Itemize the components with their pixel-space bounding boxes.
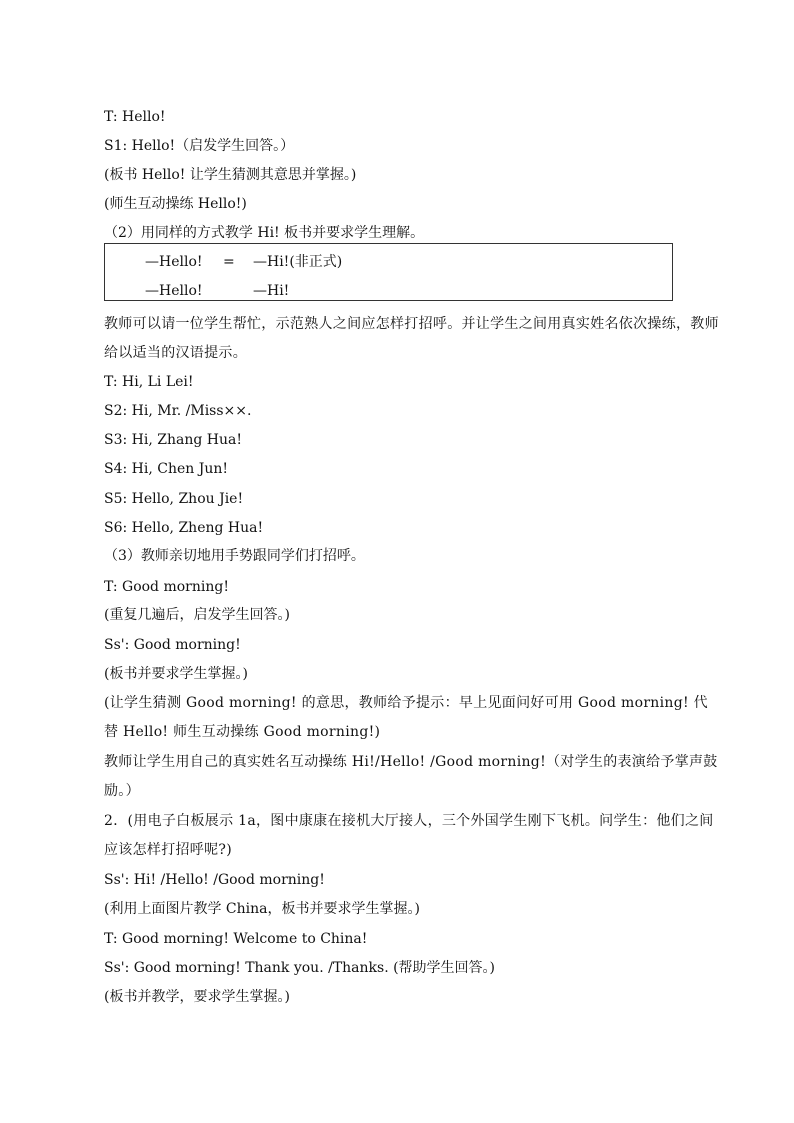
step-heading: （2）用同样的方式教学 Hi! 板书并要求学生理解。 bbox=[104, 225, 425, 241]
dialog-line: S4: Hi, Chen Jun! bbox=[104, 461, 229, 477]
dialog-line: T: Good morning! bbox=[104, 579, 229, 595]
dialog-line: T: Good morning! Welcome to China! bbox=[104, 931, 368, 947]
paragraph: (让学生猜测 Good morning! 的意思，教师给予提示：早上见面问好可用 Good morning! 代替 Hello! 师生互动操练 Good morning!) bbox=[104, 695, 708, 740]
paragraph: 2．(用电子白板展示 1a，图中康康在接机大厅接人，三个外国学生刚下飞机。问学生：他们之间应该怎样打招呼呢?) bbox=[104, 813, 714, 858]
dialog-line: Ss': Hi! /Hello! /Good morning! bbox=[104, 872, 325, 888]
table-cell: —Hi! bbox=[253, 283, 290, 299]
dialog-line: T: Hello! bbox=[104, 109, 166, 125]
paragraph: 教师让学生用自己的真实姓名互动操练 Hi!/Hello! /Good morning!（对学生的表演给予掌声鼓励。） bbox=[104, 754, 718, 799]
paragraph: 教师可以请一位学生帮忙，示范熟人之间应怎样打招呼。并让学生之间用真实姓名依次操练，教师给以适当的汉语提示。 bbox=[104, 316, 719, 361]
dialog-line: S5: Hello, Zhou Jie! bbox=[104, 491, 244, 507]
dialog-line: Ss': Good morning! Thank you. /Thanks. (帮助学生回答。) bbox=[104, 960, 496, 976]
dialog-line: Ss': Good morning! bbox=[104, 637, 241, 653]
note-line: (板书并要求学生掌握。) bbox=[104, 666, 248, 682]
dialog-line: S2: Hi, Mr. /Miss××. bbox=[104, 403, 252, 419]
dialog-line: S6: Hello, Zheng Hua! bbox=[104, 520, 264, 536]
table-cell: = bbox=[223, 254, 235, 270]
note-line: (利用上面图片教学 China，板书并要求学生掌握。) bbox=[104, 901, 420, 917]
note-line: (师生互动操练 Hello!) bbox=[104, 196, 247, 212]
table-cell: —Hello! bbox=[145, 254, 203, 270]
step-heading: （3）教师亲切地用手势跟同学们打招呼。 bbox=[104, 548, 365, 564]
dialog-line: S3: Hi, Zhang Hua! bbox=[104, 432, 242, 448]
note-line: (重复几遍后，启发学生回答。) bbox=[104, 607, 290, 623]
blackboard-table bbox=[104, 243, 673, 301]
dialog-line: T: Hi, Li Lei! bbox=[104, 374, 194, 390]
table-cell: —Hello! bbox=[145, 283, 203, 299]
dialog-line: S1: Hello!（启发学生回答。） bbox=[104, 138, 295, 154]
note-line: (板书并教学，要求学生掌握。) bbox=[104, 989, 290, 1005]
table-cell: —Hi!(非正式) bbox=[253, 254, 343, 270]
note-line: (板书 Hello! 让学生猜测其意思并掌握。) bbox=[104, 167, 357, 183]
